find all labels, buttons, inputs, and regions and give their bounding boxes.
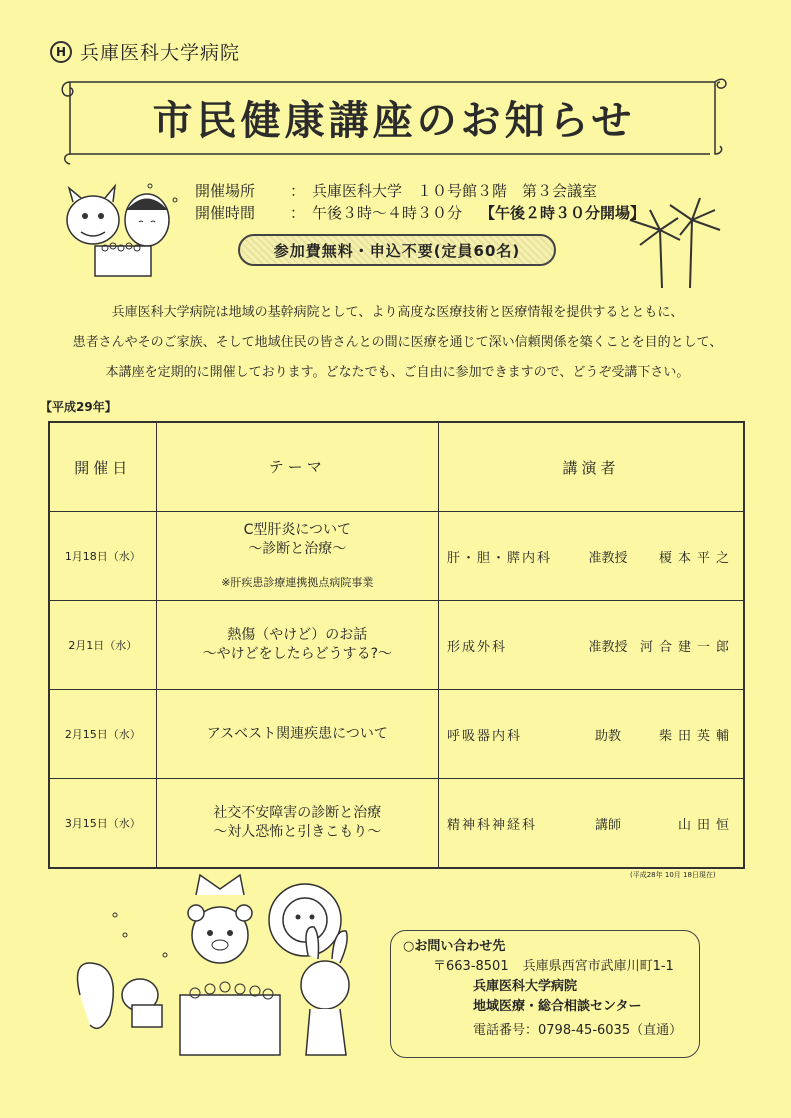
lecturer-dept: 呼吸器内科	[447, 728, 523, 744]
year-label: 【平成29年】	[40, 400, 117, 414]
row-theme	[156, 512, 438, 601]
lecturer-title: 助教	[594, 728, 621, 744]
time-note: 【午後２時３０分開場】	[480, 204, 646, 222]
lecturer-name: 榎本平之	[658, 550, 735, 566]
otafuku-icon	[125, 194, 169, 246]
contact-org: 兵庫医科大学病院	[473, 979, 578, 994]
table-row	[49, 601, 744, 690]
time-value: 午後３時〜４時３０分	[312, 204, 463, 222]
venue-colon: ：	[290, 182, 306, 200]
animals-illustration	[70, 875, 370, 1075]
page-title: 市民健康講座のお知らせ	[152, 97, 636, 144]
schedule-table	[48, 421, 745, 869]
theme-line-2: 〜対人恐怖と引きこもり〜	[213, 824, 382, 840]
intro-line: 本講座を定期的に開催しております。どなたでも、ご自由に参加できますので、どうぞ受講下さい。	[105, 365, 690, 380]
hospital-name: 兵庫医科大学病院	[80, 42, 241, 64]
lecturer-name: 河合建一郎	[639, 639, 735, 655]
header-date: 開催日	[49, 422, 156, 512]
contact-box	[390, 930, 700, 1058]
lecturer-dept: 精神科神経科	[447, 817, 538, 833]
row-lecturer	[439, 779, 745, 869]
contact-address-row	[403, 957, 687, 977]
oni-otafuku-illustration	[55, 180, 185, 280]
intro-line: 兵庫医科大学病院は地域の基幹病院として、より高度な医療技術と医療情報を提供するとともに、	[111, 305, 684, 320]
as-of-date: (平成28年 10月 18日現在)	[630, 871, 716, 879]
squirrel-icon	[78, 963, 163, 1028]
row-lecturer	[439, 690, 745, 779]
theme-note: ※肝疾患診療連携拠点病院事業	[221, 575, 374, 589]
theme-line-2: 〜やけどをしたらどうする?〜	[202, 646, 393, 662]
table-row	[49, 512, 744, 601]
header-theme: テーマ	[156, 422, 438, 512]
contact-heading: ○お問い合わせ先	[403, 939, 506, 954]
venue-value: 兵庫医科大学 １０号館３階 第３会議室	[312, 182, 598, 200]
time-label: 開催時間	[195, 204, 256, 222]
theme-line-1: 社交不安障害の診断と治療	[213, 805, 382, 821]
row-date: 3月15日（水）	[49, 779, 156, 869]
row-date: 2月15日（水）	[49, 690, 156, 779]
lion-icon	[269, 884, 341, 956]
bean-box-icon	[95, 243, 151, 276]
table-row	[49, 779, 744, 869]
oni-mask-icon	[67, 186, 119, 244]
intro-text	[40, 298, 755, 388]
title-banner	[60, 74, 728, 160]
lecturer-name: 山田恒	[677, 817, 735, 833]
lecturer-dept: 形成外科	[447, 639, 508, 655]
contact-dept: 地域医療・総合相談センター	[473, 999, 642, 1014]
row-theme	[156, 601, 438, 690]
header	[50, 38, 240, 65]
table-row	[49, 690, 744, 779]
intro-line: 患者さんやそのご家族、そして地域住民の皆さんとの間に医療を通じて深い信頼関係を築くことを目的として、	[72, 335, 723, 350]
theme-line-1: 熱傷（やけど）のお話	[227, 627, 368, 643]
postal-code: 〒663-8501	[433, 959, 509, 974]
row-lecturer	[439, 601, 745, 690]
row-theme	[156, 779, 438, 869]
lecturer-title: 准教授	[588, 550, 628, 566]
contact-phone: 電話番号：0798-45-6035（直通）	[473, 1023, 683, 1038]
theme-line-1: アスベスト関連疾患について	[206, 725, 388, 742]
theme-line-1: C型肝炎について	[243, 521, 352, 538]
bear-icon	[188, 875, 252, 963]
header-lecturer: 講演者	[439, 422, 745, 512]
bean-box-icon	[180, 982, 280, 1055]
row-theme	[156, 690, 438, 779]
lecturer-name: 柴田英輔	[658, 728, 735, 744]
row-lecturer	[439, 512, 745, 601]
lecturer-dept: 肝・胆・膵内科	[447, 550, 553, 566]
hospital-cross-icon: H	[50, 41, 72, 63]
event-info	[195, 180, 645, 224]
time-colon: ：	[290, 204, 306, 222]
row-date: 1月18日（水）	[49, 512, 156, 601]
row-date: 2月1日（水）	[49, 601, 156, 690]
table-header-row	[49, 422, 744, 512]
address: 兵庫県西宮市武庫川町1-1	[522, 959, 674, 974]
theme-line-2: 〜診断と治療〜	[248, 540, 347, 557]
oni-mask-icon	[196, 875, 244, 895]
venue-label: 開催場所	[195, 182, 256, 200]
fee-badge: 参加費無料・申込不要(定員60名)	[238, 234, 556, 266]
lecturer-title: 准教授	[588, 639, 628, 655]
lecturer-title: 講師	[594, 817, 621, 833]
